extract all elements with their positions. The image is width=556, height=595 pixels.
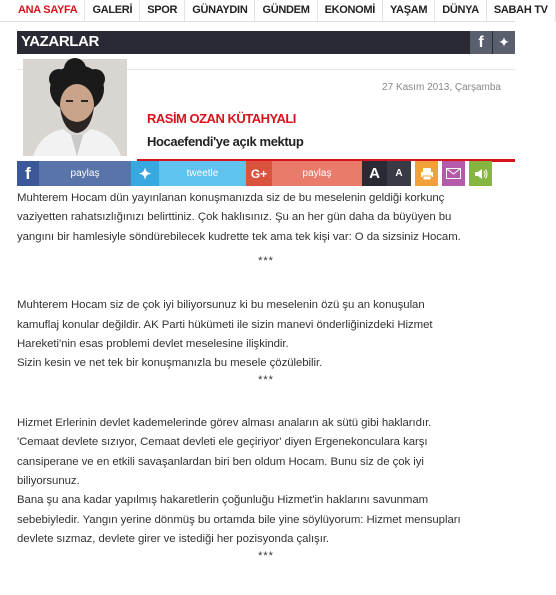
font-decrease-button[interactable]: A [387, 161, 411, 186]
top-nav [0, 0, 548, 22]
print-icon[interactable] [415, 161, 438, 186]
body-line: kamuflaj konular değildir. AK Parti hükümeti ile sizin manevi önderliğinizdeki Hizmet [17, 318, 433, 331]
nav-item-yasam[interactable]: YAŞAM [383, 0, 435, 22]
audio-icon[interactable] [469, 161, 492, 186]
nav-item-gunaydin[interactable]: GÜNAYDIN [185, 0, 255, 22]
body-line: Hizmet Erlerinin devlet kademelerinde görev alması anaların ak sütü gibi haklarıdır. [17, 416, 432, 429]
nav-item-spor[interactable]: SPOR [140, 0, 185, 22]
paragraph-1 [17, 189, 515, 247]
share-bar [17, 161, 515, 186]
separator: *** [258, 549, 274, 562]
gplus-share-label: paylaş [302, 168, 332, 179]
body-line: vaziyetten rahatsızlığınızı belirttiniz. Çok haklısınız. Şu an her gün daha da büyüyen bu [17, 211, 452, 224]
body-line: Hareketi'nin esas problemi devlet meselesine ilişkindir. [17, 338, 289, 351]
nav-item-gundem[interactable]: GÜNDEM [255, 0, 317, 22]
paragraph-3 [17, 414, 515, 550]
facebook-icon: f [17, 161, 39, 186]
font-increase-button[interactable]: A [362, 161, 387, 186]
body-line: 'Cemaat devlete sızıyor, Cemaat devleti ele geçiriyor' diyen Ergenekonculara karşı [17, 436, 428, 449]
nav-item-galeri[interactable]: GALERİ [85, 0, 140, 22]
body-line: sebebiyledir. Yangın yerine dönmüş bu ortamda bile yine söylüyorum: Hizmet mensupları [17, 513, 461, 526]
mail-icon[interactable] [442, 161, 465, 186]
body-line: Sizin kesin ve net tek bir konuşmanızla bu mesele çözülebilir. [17, 357, 323, 370]
author-name[interactable]: RASİM OZAN KÜTAHYALI [147, 111, 296, 126]
gplus-icon: G+ [246, 161, 272, 186]
author-avatar [23, 59, 127, 156]
body-line: devlete sızmaz, devlete girer ve istediği her pozisyonda çalışır. [17, 533, 330, 546]
nav-item-ekonomi[interactable]: EKONOMİ [318, 0, 383, 22]
body-line: biliyorsunuz. [17, 475, 80, 488]
separator: *** [258, 255, 274, 268]
facebook-icon[interactable]: f [470, 31, 492, 54]
facebook-share-button[interactable] [17, 161, 131, 186]
section-header [17, 31, 515, 54]
nav-item-sabah-tv[interactable]: SABAH TV [487, 0, 556, 22]
twitter-icon[interactable]: ✦ [493, 31, 515, 54]
body-line: Muhterem Hocam siz de çok iyi biliyorsunuz ki bu meselenin özü şu an konuşulan [17, 299, 425, 312]
body-line: yangını bir hamlesiyle söndürebilecek kudrette tek ama tek kişi var: O da sizsiniz Hocam. [17, 230, 461, 243]
body-line: cansiperane ve en etkili savaşanlardan biri ben oldum Hocam. Bunu siz de çok iyi [17, 455, 424, 468]
article-title: Hocaefendi'ye açık mektup [147, 134, 304, 149]
article-body [17, 186, 515, 562]
body-line: Bana şu ana kadar yapılmış hakaretlerin çoğunluğu Hizmet'in haklarını savunmam [17, 494, 429, 507]
twitter-share-label: tweetle [186, 168, 219, 179]
nav-item-dunya[interactable]: DÜNYA [435, 0, 487, 22]
twitter-share-button[interactable] [131, 161, 246, 186]
paragraph-2 [17, 296, 515, 374]
section-title: YAZARLAR [21, 33, 99, 50]
nav-item-ana-sayfa[interactable]: ANA SAYFA [18, 0, 85, 22]
author-block [17, 69, 515, 161]
twitter-icon: ✦ [131, 161, 159, 186]
body-line: Muhterem Hocam dün yayınlanan konuşmanızda siz de bu meselenin geldiği korkunç [17, 192, 445, 204]
article-date: 27 Kasım 2013, Çarşamba [382, 82, 501, 93]
separator: *** [258, 373, 274, 386]
facebook-share-label: paylaş [70, 168, 100, 179]
gplus-share-button[interactable] [246, 161, 362, 186]
